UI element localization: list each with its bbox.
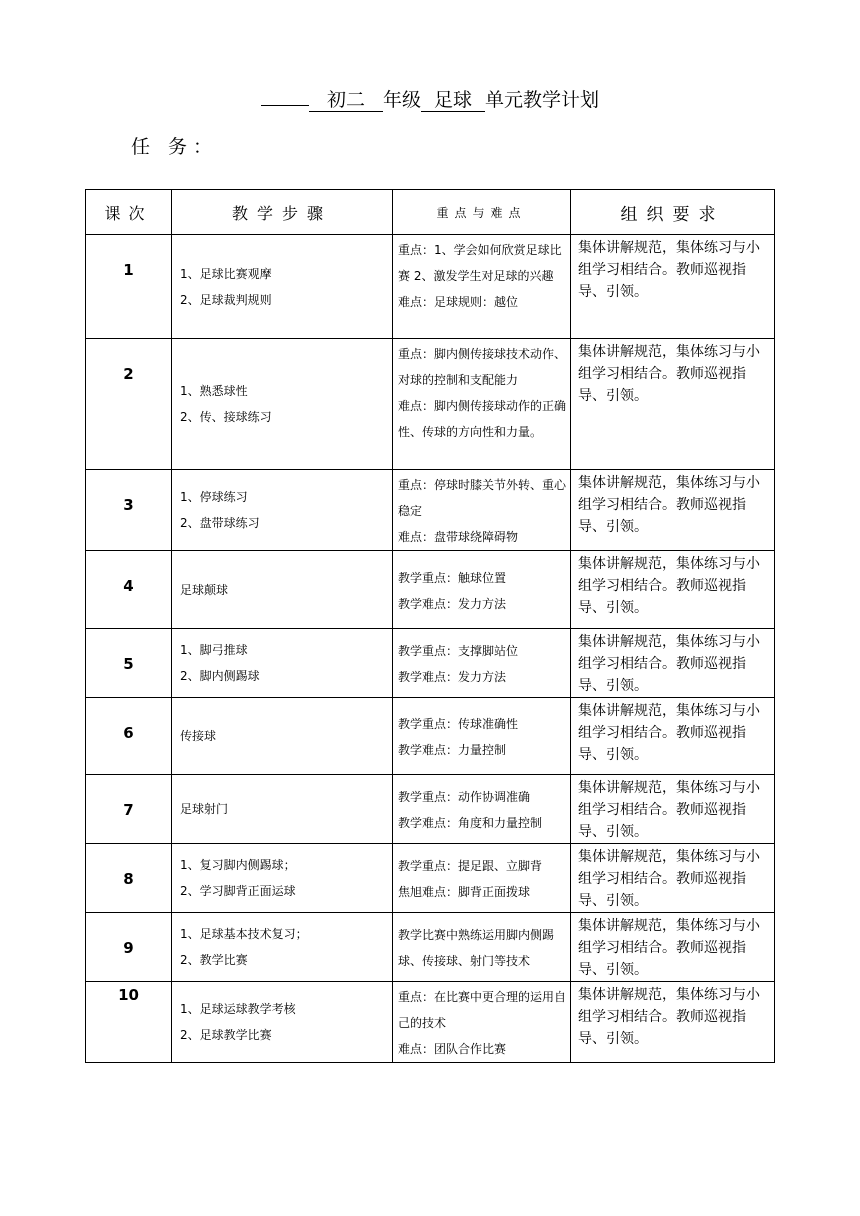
key-point-text: 重点：脚内侧传接球技术动作、对球的控制和支配能力 <box>398 347 567 387</box>
step-item: 2、脚内侧踢球 <box>180 669 260 683</box>
step-item: 2、盘带球练习 <box>180 516 260 530</box>
key-point-text: 教学重点：传球准确性 <box>398 717 519 731</box>
step-item: 2、学习脚背正面运球 <box>180 884 296 898</box>
teaching-steps <box>172 629 393 698</box>
key-difficult-points <box>393 698 571 775</box>
step-item: 2、足球教学比赛 <box>180 1028 272 1042</box>
step-item: 1、脚弓推球 <box>180 643 248 657</box>
key-difficult-points <box>393 982 571 1063</box>
organization-requirements: 集体讲解规范，集体练习与小组学习相结合。教师巡视指导、引领。 <box>571 470 775 551</box>
teaching-steps <box>172 551 393 629</box>
key-point-text: 教学重点：支撑脚站位 <box>398 644 519 658</box>
table-row <box>86 913 775 982</box>
teaching-steps <box>172 913 393 982</box>
table-row <box>86 629 775 698</box>
step-item: 2、足球裁判规则 <box>180 292 272 307</box>
task-label: 任 务： <box>131 136 219 158</box>
teaching-steps <box>172 339 393 470</box>
lesson-number: 1 <box>86 235 172 339</box>
table-row <box>86 470 775 551</box>
table-row <box>86 235 775 339</box>
step-item: 1、复习脚内侧踢球； <box>180 858 296 872</box>
lesson-number: 10 <box>86 982 172 1063</box>
key-point-text: 教学比赛中熟练运用脚内侧踢球、传接球、射门等技术 <box>398 928 555 968</box>
lesson-number: 4 <box>86 551 172 629</box>
organization-requirements: 集体讲解规范，集体练习与小组学习相结合。教师巡视指导、引领。 <box>571 629 775 698</box>
key-point-text: 难点：足球规则：越位 <box>398 295 519 309</box>
table-row <box>86 982 775 1063</box>
key-point-text: 难点：脚内侧传接球动作的正确性、传球的方向性和力量。 <box>398 399 567 439</box>
key-point-text: 教学难点：角度和力量控制 <box>398 816 543 830</box>
key-difficult-points <box>393 339 571 470</box>
step-item: 足球颠球 <box>180 582 229 597</box>
table-row <box>86 775 775 844</box>
step-item: 足球射门 <box>180 802 229 816</box>
header-steps: 教学步骤 <box>172 190 393 235</box>
key-point-text: 教学重点：触球位置 <box>398 570 507 585</box>
key-point-text: 重点：在比赛中更合理的运用自己的技术 <box>398 990 567 1030</box>
table-row <box>86 551 775 629</box>
table-row <box>86 844 775 913</box>
organization-requirements: 集体讲解规范，集体练习与小组学习相结合。教师巡视指导、引领。 <box>571 982 775 1063</box>
title-grade-suffix: 年级 <box>382 89 421 111</box>
key-difficult-points <box>393 913 571 982</box>
key-point-text: 教学重点：动作协调准确 <box>398 790 531 804</box>
title-grade: 初二 <box>309 89 383 112</box>
lesson-number: 6 <box>86 698 172 775</box>
teaching-steps <box>172 698 393 775</box>
lesson-number: 5 <box>86 629 172 698</box>
key-point-text: 焦旭难点：脚背正面拨球 <box>398 885 531 899</box>
key-point-text: 难点：团队合作比赛 <box>398 1042 507 1056</box>
lesson-number: 9 <box>86 913 172 982</box>
organization-requirements: 集体讲解规范，集体练习与小组学习相结合。教师巡视指导、引领。 <box>571 551 775 629</box>
key-point-text: 教学重点：提足跟、立脚背 <box>398 859 543 873</box>
header-key-points: 重点与难点 <box>393 190 571 235</box>
step-item: 1、足球运球教学考核 <box>180 1002 296 1016</box>
step-item: 2、教学比赛 <box>180 953 248 967</box>
step-item: 1、停球练习 <box>180 490 248 504</box>
step-item: 1、足球比赛观摩 <box>180 266 272 281</box>
key-difficult-points <box>393 235 571 339</box>
lesson-number: 8 <box>86 844 172 913</box>
step-item: 2、传、接球练习 <box>180 410 272 424</box>
table-body <box>86 235 775 1063</box>
header-lesson: 课次 <box>86 190 172 235</box>
key-point-text: 教学难点：力量控制 <box>398 743 507 757</box>
lesson-number: 3 <box>86 470 172 551</box>
teaching-steps <box>172 844 393 913</box>
key-point-text: 重点：停球时膝关节外转、重心稳定 <box>398 478 567 518</box>
teaching-steps <box>172 235 393 339</box>
key-point-text: 教学难点：发力方法 <box>398 670 507 684</box>
key-difficult-points <box>393 844 571 913</box>
title-subject: 足球 <box>421 89 485 112</box>
key-difficult-points <box>393 775 571 844</box>
organization-requirements: 集体讲解规范，集体练习与小组学习相结合。教师巡视指导、引领。 <box>571 775 775 844</box>
key-difficult-points <box>393 470 571 551</box>
title-suffix: 单元教学计划 <box>485 89 600 111</box>
table-row <box>86 698 775 775</box>
organization-requirements: 集体讲解规范，集体练习与小组学习相结合。教师巡视指导、引领。 <box>571 339 775 470</box>
key-difficult-points <box>393 629 571 698</box>
organization-requirements: 集体讲解规范，集体练习与小组学习相结合。教师巡视指导、引领。 <box>571 698 775 775</box>
lesson-plan-table <box>85 189 775 1063</box>
teaching-steps <box>172 470 393 551</box>
step-item: 传接球 <box>180 729 217 743</box>
organization-requirements: 集体讲解规范，集体练习与小组学习相结合。教师巡视指导、引领。 <box>571 235 775 339</box>
key-point-text: 教学难点：发力方法 <box>398 596 507 611</box>
table-row <box>86 339 775 470</box>
step-item: 1、熟悉球性 <box>180 384 248 398</box>
lesson-number: 7 <box>86 775 172 844</box>
header-requirements: 组织要求 <box>571 190 775 235</box>
title-blank-left <box>261 105 309 106</box>
organization-requirements: 集体讲解规范，集体练习与小组学习相结合。教师巡视指导、引领。 <box>571 844 775 913</box>
step-item: 1、足球基本技术复习； <box>180 927 308 941</box>
page-title <box>0 88 860 112</box>
key-point-text: 重点：1、学会如何欣赏足球比赛 2、激发学生对足球的兴趣 <box>398 243 562 283</box>
lesson-number: 2 <box>86 339 172 470</box>
teaching-steps <box>172 982 393 1063</box>
organization-requirements: 集体讲解规范，集体练习与小组学习相结合。教师巡视指导、引领。 <box>571 913 775 982</box>
table-header-row <box>86 190 775 235</box>
teaching-steps <box>172 775 393 844</box>
key-point-text: 难点：盘带球绕障碍物 <box>398 530 519 544</box>
key-difficult-points <box>393 551 571 629</box>
